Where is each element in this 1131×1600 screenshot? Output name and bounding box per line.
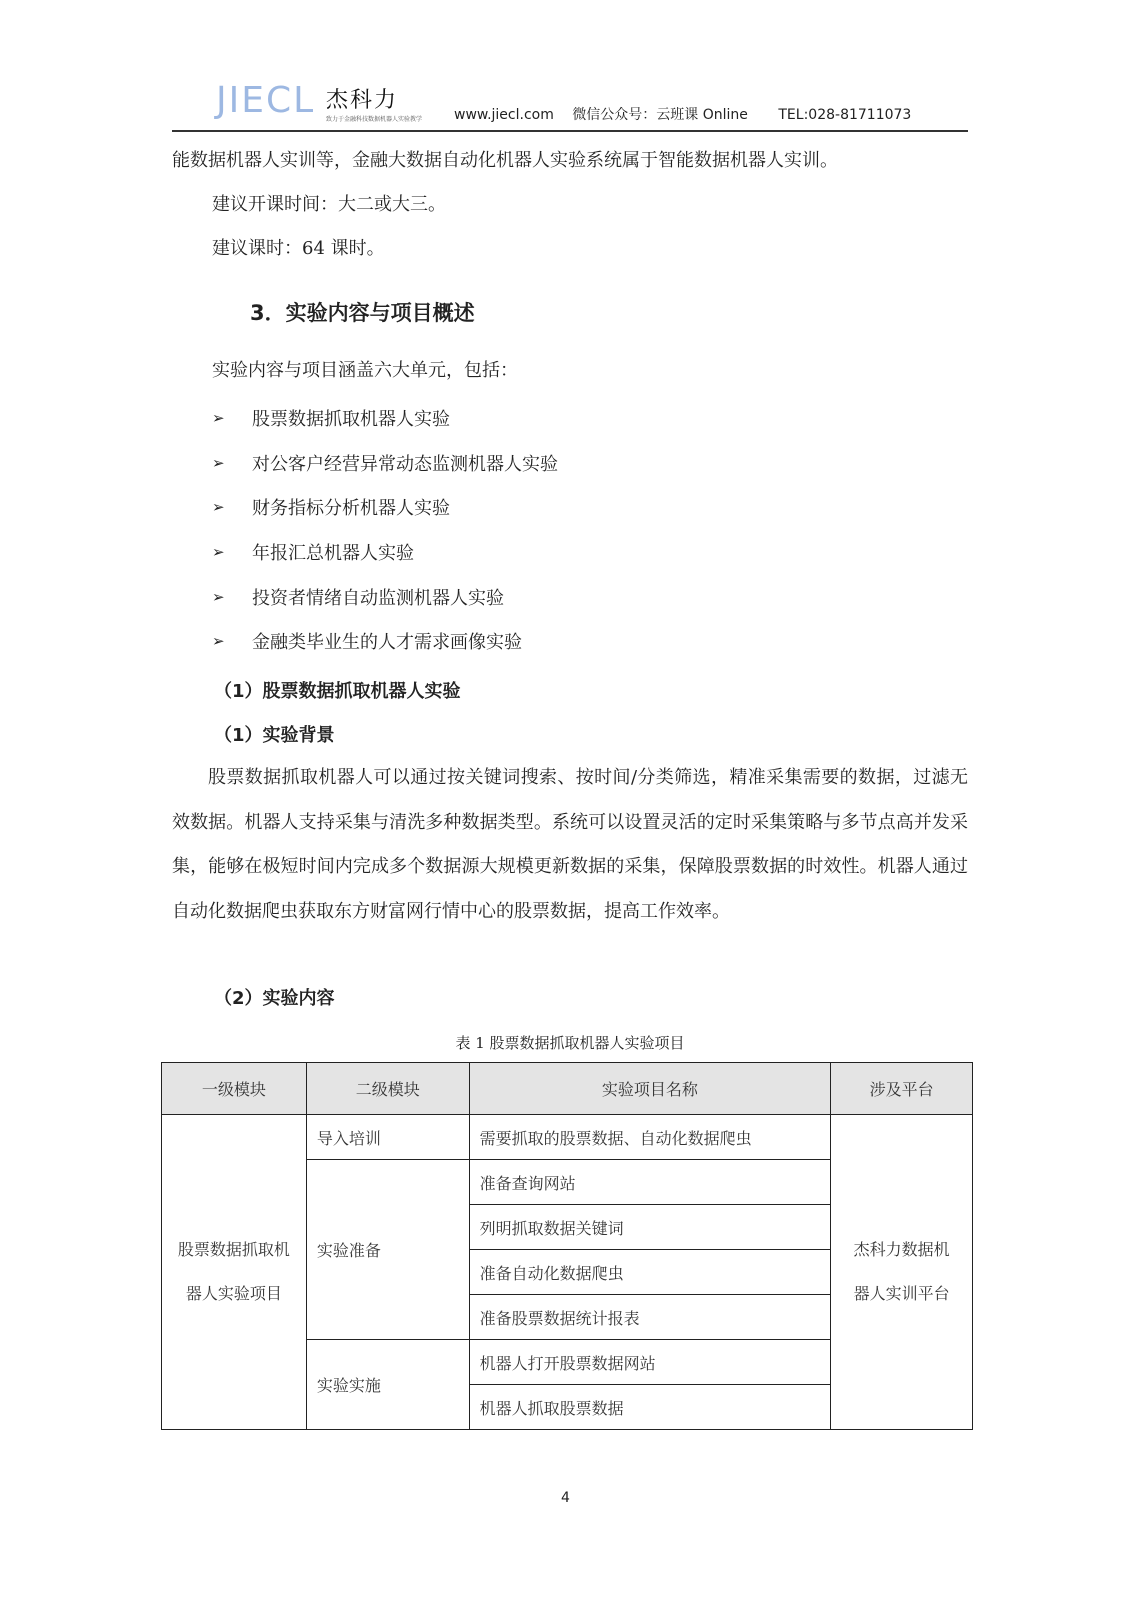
item-cell: 需要抓取的股票数据、自动化数据爬虫	[469, 1115, 831, 1160]
content-title: （2）实验内容	[214, 988, 335, 1009]
list-item: ➢ 对公客户经营异常动态监测机器人实验	[212, 453, 558, 475]
level2-module-cell: 实验实施	[306, 1340, 469, 1430]
level2-module-cell: 实验准备	[306, 1160, 469, 1340]
item-cell: 列明抓取数据关键词	[469, 1205, 831, 1250]
item-cell: 准备查询网站	[469, 1160, 831, 1205]
table-row	[162, 1115, 973, 1160]
header-tel: TEL:028-81711073	[778, 107, 912, 123]
background-title: （1）实验背景	[214, 725, 335, 746]
item-cell: 准备股票数据统计报表	[469, 1295, 831, 1340]
item-cell: 机器人打开股票数据网站	[469, 1340, 831, 1385]
intro-text: 实验内容与项目涵盖六大单元，包括：	[212, 360, 518, 381]
list-item: ➢ 财务指标分析机器人实验	[212, 498, 450, 520]
list-item: ➢ 金融类毕业生的人才需求画像实验	[212, 632, 522, 654]
column-header: 一级模块	[162, 1063, 307, 1115]
experiment-table	[161, 1062, 973, 1430]
arrow-bullet-icon: ➢	[212, 543, 225, 562]
column-header: 二级模块	[306, 1063, 469, 1115]
arrow-bullet-icon: ➢	[212, 587, 225, 606]
level1-module-cell: 股票数据抓取机 器人实验项目	[162, 1115, 307, 1430]
page-header	[172, 76, 968, 132]
page-number: 4	[561, 1490, 570, 1506]
arrow-bullet-icon: ➢	[212, 498, 225, 517]
arrow-bullet-icon: ➢	[212, 453, 225, 472]
table-header-row	[162, 1063, 973, 1115]
logo-chinese-text: 杰科力	[326, 88, 399, 113]
suggested-term: 建议开课时间：大二或大三。	[212, 194, 446, 215]
subsection-title: （1）股票数据抓取机器人实验	[214, 681, 461, 702]
logo-tagline: 致力于金融科技数据机器人实验教学	[326, 116, 423, 123]
column-header: 实验项目名称	[469, 1063, 831, 1115]
list-item: ➢ 年报汇总机器人实验	[212, 543, 414, 565]
item-cell: 机器人抓取股票数据	[469, 1385, 831, 1430]
section-title: 3．实验内容与项目概述	[250, 301, 475, 325]
header-website: www.jiecl.com	[454, 107, 554, 123]
platform-cell: 杰科力数据机 器人实训平台	[831, 1115, 973, 1430]
item-cell: 准备自动化数据爬虫	[469, 1250, 831, 1295]
continuation-text: 能数据机器人实训等，金融大数据自动化机器人实验系统属于智能数据机器人实训。	[172, 150, 838, 171]
list-item: ➢ 投资者情绪自动监测机器人实验	[212, 587, 504, 609]
arrow-bullet-icon: ➢	[212, 409, 225, 428]
arrow-bullet-icon: ➢	[212, 632, 225, 651]
level2-module-cell: 导入培训	[306, 1115, 469, 1160]
logo-latin-text: JIECL	[216, 80, 316, 121]
column-header: 涉及平台	[831, 1063, 973, 1115]
unit-list	[212, 396, 558, 664]
header-contact-info	[454, 104, 911, 124]
background-paragraph: 股票数据抓取机器人可以通过按关键词搜索、按时间/分类筛选，精准采集需要的数据，过滤无效数据。机器人支持采集与清洗多种数据类型。系统可以设置灵活的定时采集策略与多节点高并发采集，能够在极短时间内完成多个数据源大规模更新数据的采集，保障股票数据的时效性。机器人通过自动化数据爬虫获取东方财富网行情中心的股票数据，提高工作效率。	[172, 767, 968, 922]
suggested-hours: 建议课时：64 课时。	[212, 238, 385, 259]
list-item: ➢ 股票数据抓取机器人实验	[212, 409, 450, 431]
table-caption: 表 1 股票数据抓取机器人实验项目	[455, 1034, 685, 1052]
header-wechat: 微信公众号：云班课 Online	[572, 107, 748, 123]
